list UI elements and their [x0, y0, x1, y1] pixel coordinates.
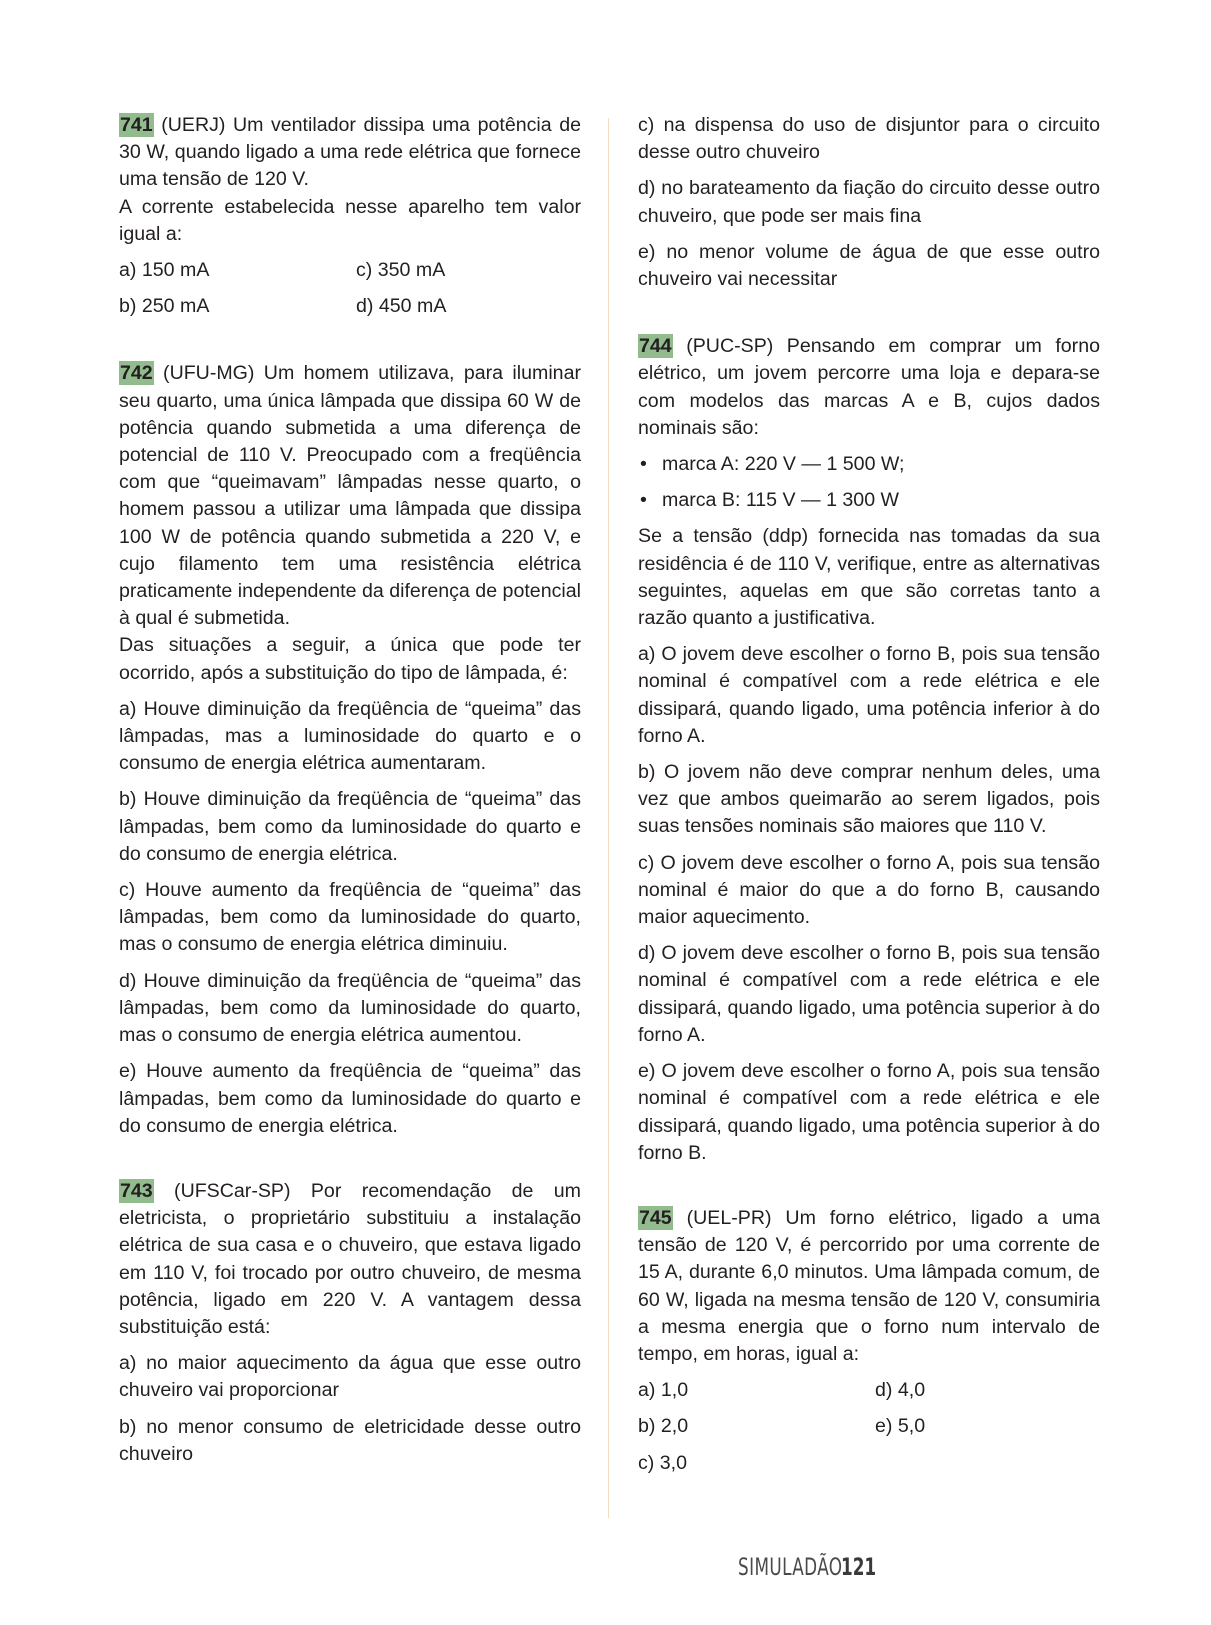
- question-741: [119, 112, 581, 320]
- question-743-continued: [638, 112, 1100, 293]
- option-a: a) no maior aquecimento da água que esse outro chuveiro vai proporcionar: [119, 1352, 581, 1402]
- options-grid: [119, 257, 581, 320]
- option-d: d) O jovem deve escolher o forno B, pois sua tensão nominal é compatível com a rede elétrica e ele dissipará, quando ligado, uma potência superior à do forno A.: [638, 942, 1100, 1046]
- option-d: d) Houve diminuição da freqüência de “queima” das lâmpadas, bem como da luminosidade do quarto, mas o consumo de energia elétrica aumentou.: [119, 969, 581, 1047]
- bullet-icon: •: [640, 489, 647, 512]
- question-stem-2: A corrente estabelecida nesse aparelho tem valor igual a:: [119, 195, 581, 245]
- page-footer: [738, 1553, 877, 1581]
- question-stem: (UERJ) Um ventilador dissipa uma potência de 30 W, quando ligado a uma rede elétrica que fornece uma tensão de 120 V.: [119, 114, 581, 191]
- option-d: d) 4,0: [875, 1379, 926, 1402]
- option-a: a) 1,0: [638, 1379, 689, 1402]
- question-stem: (PUC-SP) Pensando em comprar um forno elétrico, um jovem percorre uma loja e depara-se com modelos das marcas A e B, cujos dados nominais são:: [638, 335, 1100, 439]
- question-744: [638, 333, 1100, 1167]
- question-number: 745: [639, 1206, 672, 1229]
- option-b: b) 250 mA: [119, 295, 210, 318]
- question-stem: (UFSCar-SP) Por recomendação de um eletricista, o proprietário substituiu a instalação elétrica de sua casa e o chuveiro, que estava ligado em 110 V, foi trocado por outro chuveiro, de mesma potência, ligado em 220 V. A vantagem dessa substituição está:: [119, 1179, 581, 1338]
- option-c: c) na dispensa do uso de disjuntor para o circuito desse outro chuveiro: [638, 114, 1100, 164]
- option-c: c) Houve aumento da freqüência de “queima” das lâmpadas, bem como da luminosidade do quarto, mas o consumo de energia elétrica diminuiu.: [119, 879, 581, 956]
- question-number: 744: [639, 335, 672, 358]
- option-b: b) 2,0: [638, 1415, 689, 1438]
- question-742: [119, 360, 581, 1139]
- option-c: c) 3,0: [638, 1451, 688, 1474]
- question-stem: (UFU-MG) Um homem utilizava, para iluminar seu quarto, uma única lâmpada que dissipa 60 W de potência quando submetida a uma diferença de potencial de 110 V. Preocupado com a freqüência com que “queimavam” lâmpadas nesse quarto, o homem passou a utilizar uma lâmpada que dissipa 100 W de potência quando submetida a 220 V, e cujo filamento tem uma resistência elétrica praticamente independente da diferença de potencial à qual é submetida.: [119, 362, 581, 630]
- bullet-icon: •: [640, 453, 647, 476]
- column-divider: [608, 118, 609, 1518]
- question-number: 743: [120, 1179, 153, 1202]
- option-e: e) O jovem deve escolher o forno A, pois sua tensão nominal é compatível com a rede elétrica e ele dissipará, quando ligado, uma potência superior à do forno B.: [638, 1060, 1100, 1164]
- question-number: 741: [120, 114, 153, 136]
- question-number: 742: [120, 362, 153, 385]
- option-a: a) Houve diminuição da freqüência de “queima” das lâmpadas, mas a luminosidade do quarto e o consumo de energia elétrica aumentaram.: [119, 697, 581, 775]
- option-d: d) 450 mA: [356, 295, 447, 318]
- option-a: a) O jovem deve escolher o forno B, pois sua tensão nominal é compatível com a rede elétrica e ele dissipará, quando ligado, uma potência inferior à do forno A.: [638, 643, 1100, 747]
- option-b: b) Houve diminuição da freqüência de “queima” das lâmpadas, bem como da luminosidade do quarto e do consumo de energia elétrica.: [119, 788, 581, 865]
- question-stem: (UEL-PR) Um forno elétrico, ligado a uma tensão de 120 V, é percorrido por uma corrente de 15 A, durante 6,0 minutos. Uma lâmpada comum, de 60 W, ligada na mesma tensão de 120 V, consumiria a mesma energia que o forno num intervalo de tempo, em horas, igual a:: [638, 1206, 1100, 1365]
- footer-label: SIMULADÃO: [738, 1553, 843, 1581]
- option-e: e) 5,0: [875, 1415, 926, 1438]
- option-e: e) no menor volume de água de que esse outro chuveiro vai necessitar: [638, 240, 1100, 291]
- option-b: b) no menor consumo de eletricidade desse outro chuveiro: [119, 1415, 581, 1465]
- bullet-item: • marca B: 115 V — 1 300 W: [638, 487, 1100, 514]
- bullet-item: • marca A: 220 V — 1 500 W;: [638, 451, 1100, 478]
- option-b: b) O jovem não deve comprar nenhum deles, uma vez que ambos queimarão ao serem ligados, pois suas tensões nominais são maiores que 110 V.: [638, 761, 1100, 838]
- question-stem-2: Se a tensão (ddp) fornecida nas tomadas da sua residência é de 110 V, verifique, entre as alternativas seguintes, aquelas em que são corretas tanto a razão quanto a justificativa.: [638, 525, 1100, 630]
- option-c: c) 350 mA: [356, 259, 446, 282]
- page-number: 121: [841, 1553, 877, 1581]
- right-column: [638, 112, 1100, 1477]
- options-grid: [638, 1377, 1100, 1477]
- option-d: d) no barateamento da fiação do circuito desse outro chuveiro, que pode ser mais fina: [638, 177, 1100, 227]
- option-a: a) 150 mA: [119, 259, 210, 282]
- left-column: [119, 112, 581, 1468]
- question-743: [119, 1178, 581, 1468]
- question-stem-2: Das situações a seguir, a única que pode ter ocorrido, após a substituição do tipo de lâmpada, é:: [119, 634, 581, 684]
- option-e: e) Houve aumento da freqüência de “queima” das lâmpadas, bem como da luminosidade do quarto e do consumo de energia elétrica.: [119, 1060, 581, 1137]
- option-c: c) O jovem deve escolher o forno A, pois sua tensão nominal é maior do que a do forno B, causando maior aquecimento.: [638, 851, 1100, 929]
- question-745: [638, 1205, 1100, 1477]
